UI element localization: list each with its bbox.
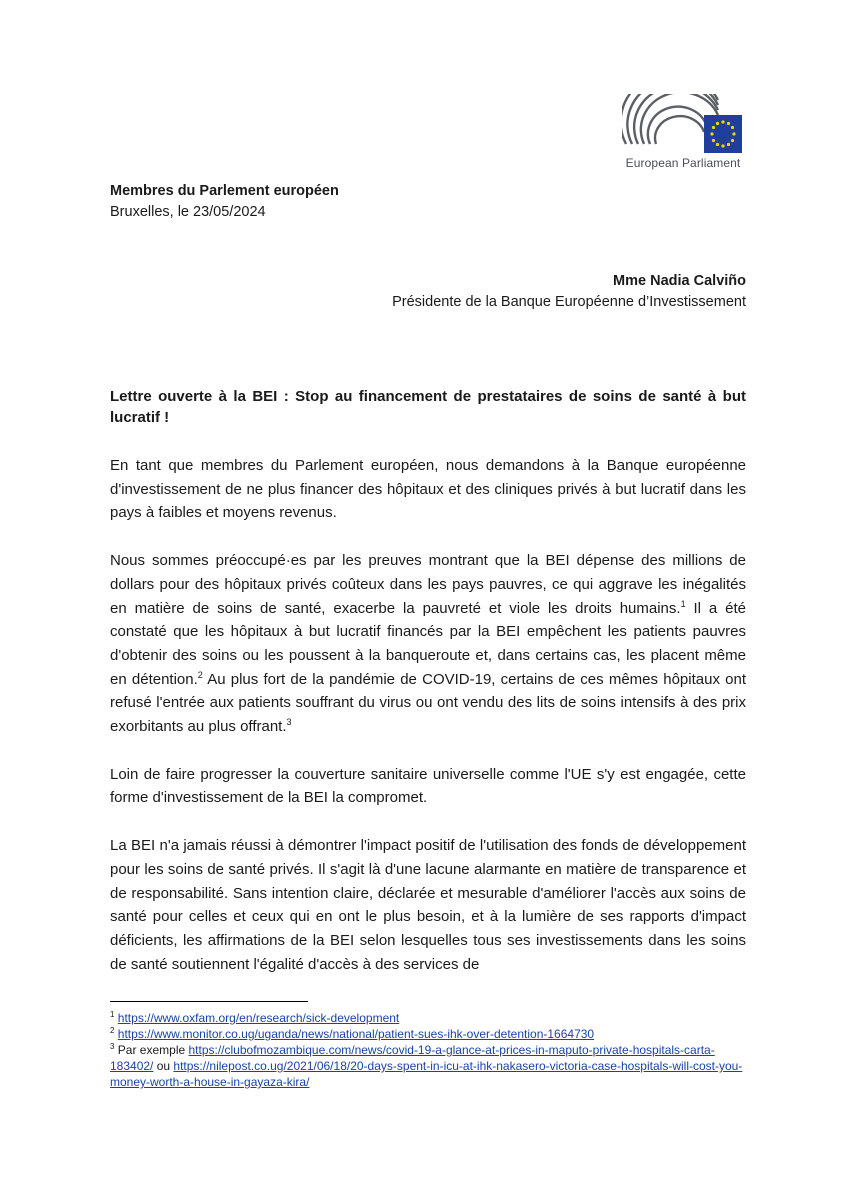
footnote-1-link[interactable]: https://www.oxfam.org/en/research/sick-development: [117, 1011, 400, 1025]
footnote-1: [110, 1010, 746, 1026]
footnote-ref-1[interactable]: 1: [680, 598, 686, 609]
footnote-2-link[interactable]: https://www.monitor.co.ug/uganda/news/national/patient-sues-ihk-over-detention-1664730: [117, 1027, 595, 1041]
hemicycle-flag-emblem-icon: [622, 94, 744, 156]
paragraph-2-part-b: Il a été constaté que les hôpitaux à but lucratif financés par la BEI empêchent les patients pauvres d'obtenir des soins ou les poussent à la banqueroute et, dans certains cas, les placent même en détention.: [110, 599, 746, 688]
footnote-3-link-2[interactable]: https://nilepost.co.ug/2021/06/18/20-days-spent-in-icu-at-ihk-nakasero-victoria-case-hospitals-will-cost-you-money-worth-a-house-in-gayaza-kira/: [110, 1059, 743, 1089]
footnote-number: 2: [110, 1026, 115, 1035]
logo-text: European Parliament: [625, 156, 741, 170]
paragraph-3: Loin de faire progresser la couverture sanitaire universelle comme l'UE s'y est engagée, cette forme d'investissement de la BEI la compromet.: [110, 765, 746, 807]
letter-subject: Lettre ouverte à la BEI : Stop au financement de prestataires de soins de santé à but lucratif !: [110, 388, 746, 426]
footnote-3-connector: ou: [153, 1059, 174, 1073]
footnote-2: [110, 1026, 746, 1042]
paragraph-2: [110, 549, 746, 739]
paragraph-2-part-a: Nous sommes préoccupé·es par les preuves montrant que la BEI dépense des millions de dollars pour des hôpitaux privés coûteux dans les pays pauvres, ce qui aggrave les inégalités en matière de soins de santé, exacerbe la pauvreté et viole les droits humains.: [110, 552, 746, 617]
paragraph-2-part-c: Au plus fort de la pandémie de COVID-19, certains de ces mêmes hôpitaux ont refusé l'entrée aux patients souffrant du virus ou ont vendu des lits de soins intensifs à des prix exorbitants au plus offrant.: [110, 670, 746, 736]
sender-block: [110, 181, 339, 223]
footnote-number: 1: [110, 1010, 115, 1019]
place-date: Bruxelles, le 23/05/2024: [110, 204, 266, 220]
footnote-3-prefix: Par exemple: [117, 1043, 189, 1057]
footnote-3: [110, 1042, 746, 1090]
footnotes: [110, 1010, 746, 1090]
footnote-3-link-1[interactable]: https://clubofmozambique.com/news/covid-19-a-glance-at-prices-in-maputo-private-hospitals-carta-183402/: [110, 1043, 715, 1073]
recipient-title: Présidente de la Banque Européenne d’Investissement: [392, 294, 746, 310]
paragraph-4: La BEI n'a jamais réussi à démontrer l'impact positif de l'utilisation des fonds de développement pour les soins de santé privés. Il s'agit là d'une lacune alarmante en matière de transparence et de responsabilité. Sans intention claire, déclarée et mesurable d'améliorer l'accès aux soins de santé pour celles et ceux qui en ont le plus besoin, et à la lumière de ses rapports d'impact déficients, les affirmations de la BEI selon lesquelles tous ses investissements dans les soins de santé soutiennent l'égalité d'accès à des services de: [110, 837, 746, 973]
footnote-ref-3[interactable]: 3: [286, 717, 292, 728]
recipient-block: [392, 271, 746, 313]
footnote-number: 3: [110, 1042, 115, 1051]
footnote-ref-2[interactable]: 2: [197, 669, 203, 680]
sender-name: Membres du Parlement européen: [110, 183, 339, 199]
european-parliament-logo: [622, 94, 744, 174]
footnote-divider: [110, 1001, 308, 1002]
letter-body: [110, 454, 746, 1000]
paragraph-1: En tant que membres du Parlement européen, nous demandons à la Banque européenne d'investissement de ne plus financer des hôpitaux et des cliniques privés à but lucratif dans les pays à faibles et moyens revenus.: [110, 457, 746, 522]
recipient-name: Mme Nadia Calviño: [613, 273, 746, 289]
